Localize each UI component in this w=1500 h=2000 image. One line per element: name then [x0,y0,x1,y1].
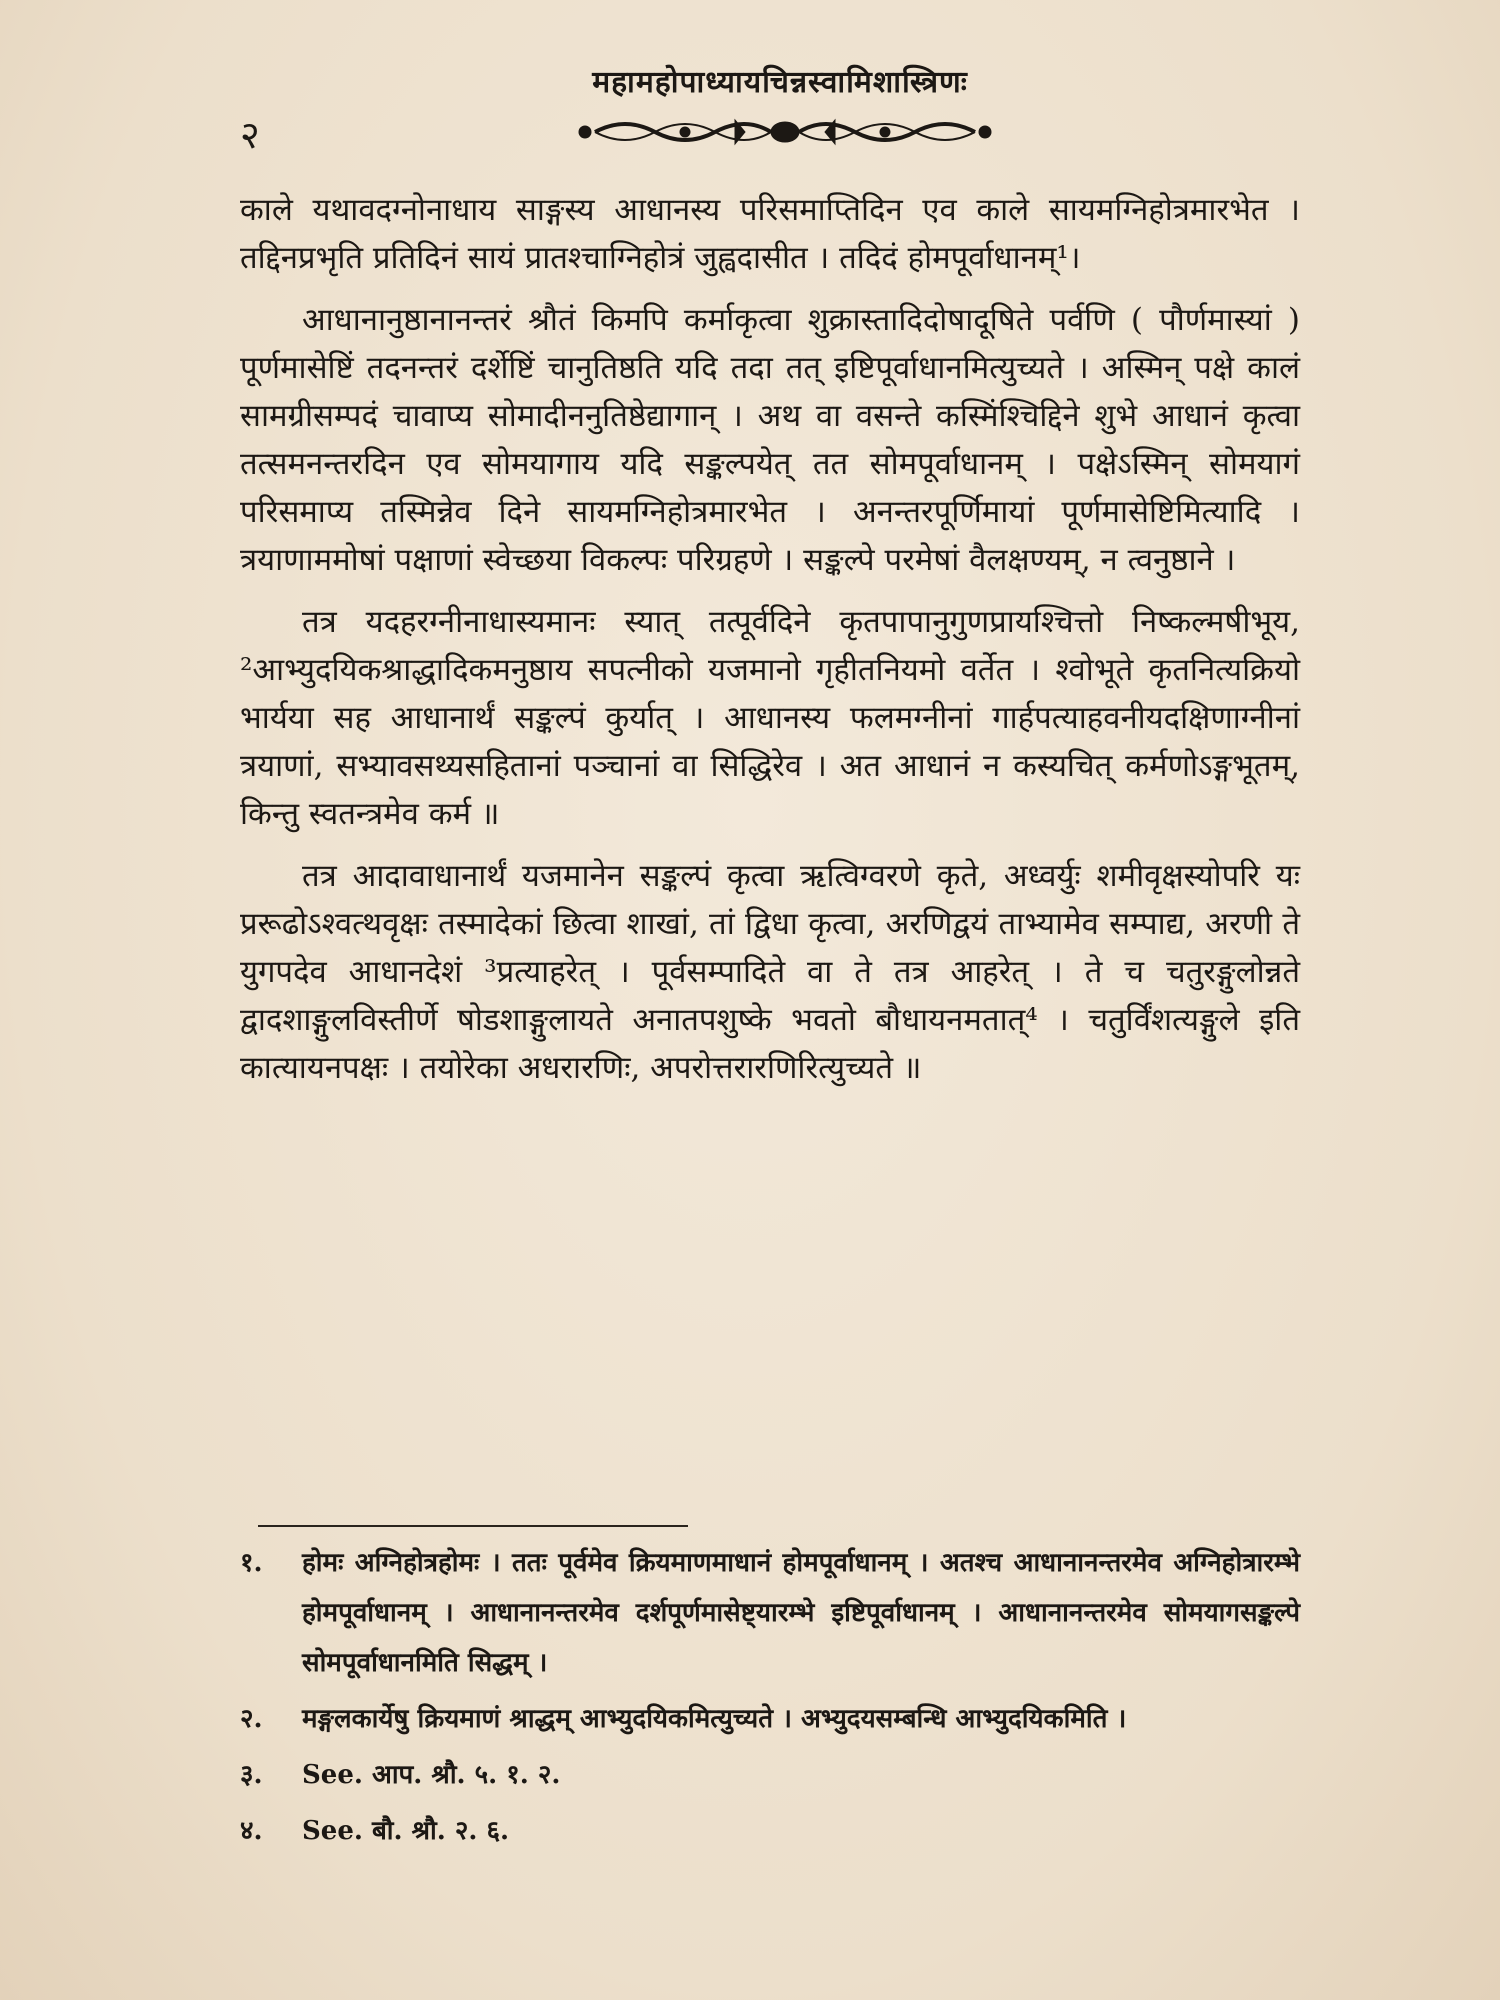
paragraph-3: तत्र यदहरग्नीनाधास्यमानः स्यात् तत्पूर्वदिने कृतपापानुगुणप्रायश्चित्तो निष्कल्मषीभूय, ²आभ्युदयिकश्राद्धादिकमनुष्ठाय सपत्नीको यजमानो गृहीतनियमो वर्तेत । श्वोभूते कृतनित्यक्रियो भार्यया सह आधानार्थं सङ्कल्पं कुर्यात् । आधानस्य फलमग्नीनां गार्हपत्याहवनीयदक्षिणाग्नीनां त्रयाणां, सभ्यावसथ्यसहितानां पञ्चानां वा सिद्धिरेव । अत आधानं न कस्यचित् कर्मणोऽङ्गभूतम्, किन्तु स्वतन्त्रमेव कर्म ॥ [240,604,1300,832]
footnote-item [240,1806,1300,1856]
main-text [240,186,1300,1106]
footnote-number: २. [240,1704,263,1734]
footnote-rule [258,1525,688,1527]
footnote-item [240,1750,1300,1800]
paragraph-4: तत्र आदावाधानार्थं यजमानेन सङ्कल्पं कृत्वा ऋत्विग्वरणे कृते, अध्वर्युः शमीवृक्षस्योपरि यः प्ररूढोऽश्वत्थवृक्षः तस्मादेकां छित्वा शाखां, तां द्विधा कृत्वा, अरणिद्वयं ताभ्यामेव सम्पाद्य, अरणी ते युगपदेव आधानदेशं ³प्रत्याहरेत् । पूर्वसम्पादिते वा ते तत्र आहरेत् । ते च चतुरङ्गुलोन्नते द्वादशाङ्गुलविस्तीर्णे षोडशाङ्गुलायते अनातपशुष्के भवतो बौधायनमतात्⁴ । चतुर्विंशत्यङ्गुले इति कात्यायनपक्षः । तयोरेका अधरारणिः, अपरोत्तरारणिरित्युच्यते ॥ [240,858,1300,1086]
footnote-number: १. [240,1548,263,1578]
footnote-item [240,1538,1300,1688]
footnote-number: ४. [240,1816,263,1846]
footnote-number: ३. [240,1760,263,1790]
footnote-item [240,1694,1300,1744]
footnote-text: See. आप. श्रौ. ५. १. २. [302,1760,561,1790]
paragraph-2: आधानानुष्ठानानन्तरं श्रौतं किमपि कर्माकृत्वा शुक्रास्तादिदोषादूषिते पर्वणि ( पौर्णमास्यां ) पूर्णमासेष्टिं तदनन्तरं दर्शेष्टिं चानुतिष्ठति यदि तदा तत् इष्टिपूर्वाधानमित्युच्यते । अस्मिन् पक्षे कालं सामग्रीसम्पदं चावाप्य सोमादीननुतिष्ठेद्यागान् । अथ वा वसन्ते कस्मिंश्चिद्दिने शुभे आधानं कृत्वा तत्समनन्तरदिन एव सोमयागाय यदि सङ्कल्पयेत् तत सोमपूर्वाधानम् । पक्षेऽस्मिन् सोमयागं परिसमाप्य तस्मिन्नेव दिने सायमग्निहोत्रमारभेत । अनन्तरपूर्णिमायां पूर्णमासेष्टिमित्यादि । त्रयाणाममोषां पक्षाणां स्वेच्छया विकल्पः परिग्रहणे । सङ्कल्पे परमेषां वैलक्षण्यम्, न त्वनुष्ठाने । [240,302,1300,578]
running-title: महामहोपाध्यायचिन्नस्वामिशास्त्रिणः [592,65,968,100]
footnotes [240,1538,1300,1862]
footnote-text: मङ्गलकार्येषु क्रियमाणं श्राद्धम् आभ्युदयिकमित्युच्यते । अभ्युदयसम्बन्धि आभ्युदयिकमिति । [302,1704,1127,1734]
footnote-text: होमः अग्निहोत्रहोमः । ततः पूर्वमेव क्रियमाणमाधानं होमपूर्वाधानम् । अतश्च आधानानन्तरमेव अग्निहोत्रारम्भे होमपूर्वाधानम् । आधानानन्तरमेव दर्शपूर्णमासेष्ट्यारम्भे इष्टिपूर्वाधानम् । आधानानन्तरमेव सोमयागसङ्कल्पे सोमपूर्वाधानमिति सिद्धम् । [302,1548,1300,1678]
footnote-text: See. बौ. श्रौ. २. ६. [302,1816,510,1846]
paragraph-1: काले यथावदग्नोनाधाय साङ्गस्य आधानस्य परिसमाप्तिदिन एव काले सायमग्निहोत्रमारभेत । तद्दिनप्रभृति प्रतिदिनं सायं प्रातश्चाग्निहोत्रं जुह्वदासीत । तदिदं होमपूर्वाधानम्¹। [240,192,1300,276]
page-number: २ [240,113,261,157]
ornament-divider-icon [565,112,1005,152]
